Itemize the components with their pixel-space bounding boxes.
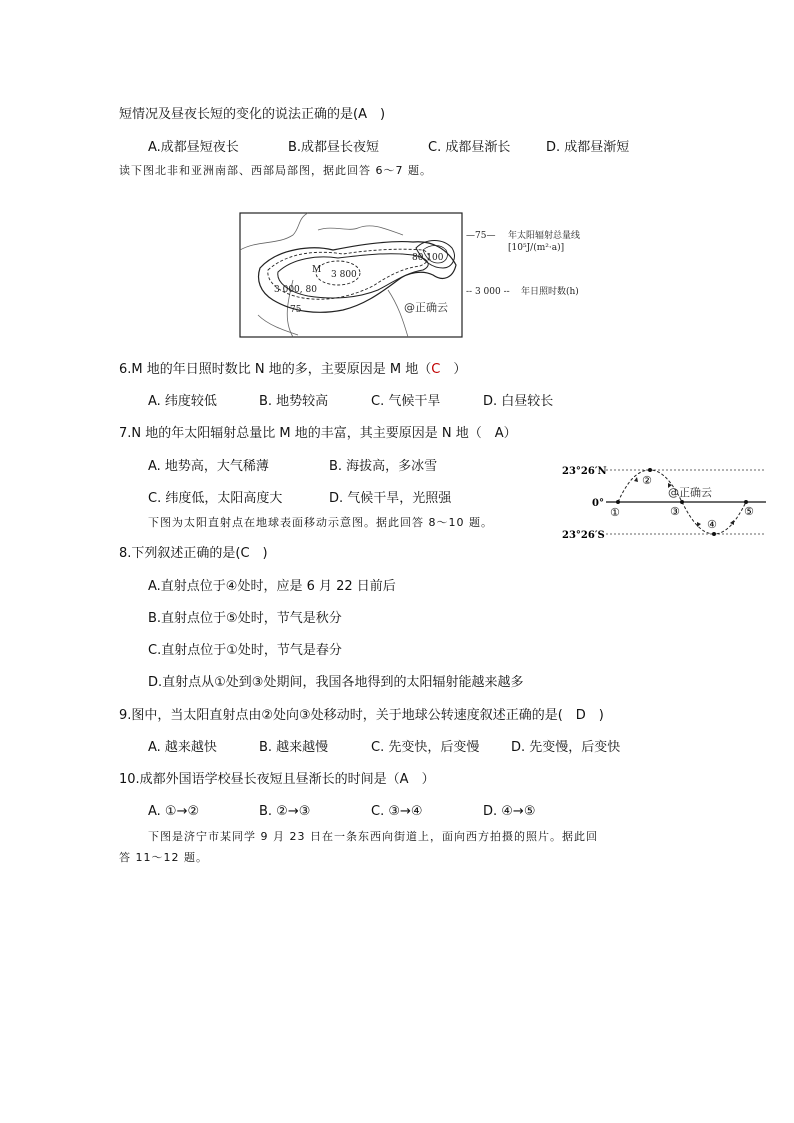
map-label-80-100: 80 100 [412, 253, 444, 263]
label-tropic-south: 23°26′S [562, 530, 605, 540]
label-equator: 0° [592, 498, 604, 509]
q9-option-d: D. 先变慢，后变快 [511, 740, 621, 755]
map-watermark: @正确云 [404, 301, 448, 314]
q10-option-d: D. ④→⑤ [483, 804, 536, 819]
map-label-m: M [312, 265, 322, 275]
arrow-mark [634, 477, 638, 482]
q10-option-a: A. ①→② [148, 804, 200, 819]
intro-6-7: 读下图北非和亚洲南部、西部局部图，据此回答 6～7 题。 [119, 164, 432, 177]
q6-stem-text: 6.M 地的年日照时数比 N 地的多，主要原因是 M 地（ [119, 362, 432, 377]
legend-radiation-unit: [10⁵J/(m²·a)] [508, 243, 565, 253]
intro-11-12-line2: 答 11～12 题。 [119, 851, 208, 864]
point-4-dot [712, 532, 716, 536]
q6-answer: C [431, 362, 441, 377]
intro-11-12-line1: 下图是济宁市某同学 9 月 23 日在一条东西向街道上，面向西方拍摄的照片。据此回 [148, 830, 598, 843]
q6-option-a: A. 纬度较低 [148, 394, 217, 409]
q6-stem [119, 362, 466, 378]
point-5-label: ⑤ [744, 505, 754, 518]
north-africa-asia-map [238, 210, 602, 338]
diagram-watermark: @正确云 [668, 486, 712, 499]
point-5-dot [744, 500, 748, 504]
q6-option-c: C. 气候干旱 [371, 394, 441, 409]
q10-option-b: B. ②→③ [259, 804, 311, 819]
q6-stem-close: ） [440, 362, 467, 377]
q7-stem: 7.N 地的年太阳辐射总量比 M 地的丰富，其主要原因是 N 地（ A） [119, 426, 517, 441]
legend-line-symbol: —75— [466, 231, 496, 241]
map-label-75: 75 [290, 305, 302, 315]
label-tropic-north: 23°26′N [562, 466, 607, 477]
q9-option-a: A. 越来越快 [148, 740, 217, 755]
q7-option-b: B. 海拔高，多冰雪 [329, 459, 438, 474]
legend-radiation-text: 年太阳辐射总量线 [508, 231, 581, 241]
intro-8-10: 下图为太阳直射点在地球表面移动示意图。据此回答 8～10 题。 [148, 516, 493, 529]
point-3-dot [680, 500, 684, 504]
q10-option-c: C. ③→④ [371, 804, 423, 819]
arrow-mark [730, 520, 734, 525]
point-4-label: ④ [707, 518, 717, 531]
q10-stem: 10.成都外国语学校昼长夜短且昼渐长的时间是（A ） [119, 772, 435, 787]
q7-option-a: A. 地势高，大气稀薄 [148, 459, 269, 474]
q5-stem-tail: 短情况及昼夜长短的变化的说法正确的是(A ) [119, 107, 386, 122]
map-label-3000-80: 3 000, 80 [274, 285, 317, 295]
q7-option-d: D. 气候干旱，光照强 [329, 491, 452, 506]
q8-option-c: C.直射点位于①处时，节气是春分 [148, 643, 342, 658]
q9-option-b: B. 越来越慢 [259, 740, 329, 755]
arrow-mark [697, 522, 701, 527]
sun-direct-point-diagram [560, 460, 770, 540]
q5-option-b: B.成都昼长夜短 [288, 140, 380, 155]
q9-option-c: C. 先变快，后变慢 [371, 740, 480, 755]
q5-option-d: D. 成都昼渐短 [546, 140, 630, 155]
point-1-label: ① [610, 506, 620, 519]
q5-option-c: C. 成都昼渐长 [428, 140, 511, 155]
q6-option-d: D. 白昼较长 [483, 394, 554, 409]
q8-stem: 8.下列叙述正确的是(C ) [119, 546, 268, 561]
q7-option-c: C. 纬度低，太阳高度大 [148, 491, 283, 506]
q6-option-b: B. 地势较高 [259, 394, 329, 409]
legend-dash-symbol: -- 3 000 -- [466, 287, 510, 297]
point-2-label: ② [642, 474, 652, 487]
map-label-3800: 3 800 [331, 270, 357, 280]
legend-sunshine-text: 年日照时数(h) [521, 287, 579, 297]
q8-option-a: A.直射点位于④处时，应是 6 月 22 日前后 [148, 579, 396, 594]
point-3-label: ③ [670, 505, 680, 518]
q5-option-a: A.成都昼短夜长 [148, 140, 239, 155]
point-1-dot [616, 500, 620, 504]
point-2-dot [648, 468, 652, 472]
q8-option-b: B.直射点位于⑤处时，节气是秋分 [148, 611, 342, 626]
q9-stem: 9.图中，当太阳直射点由②处向③处移动时，关于地球公转速度叙述正确的是( D ) [119, 708, 604, 723]
q8-option-d: D.直射点从①处到③处期间，我国各地得到的太阳辐射能越来越多 [148, 675, 524, 690]
